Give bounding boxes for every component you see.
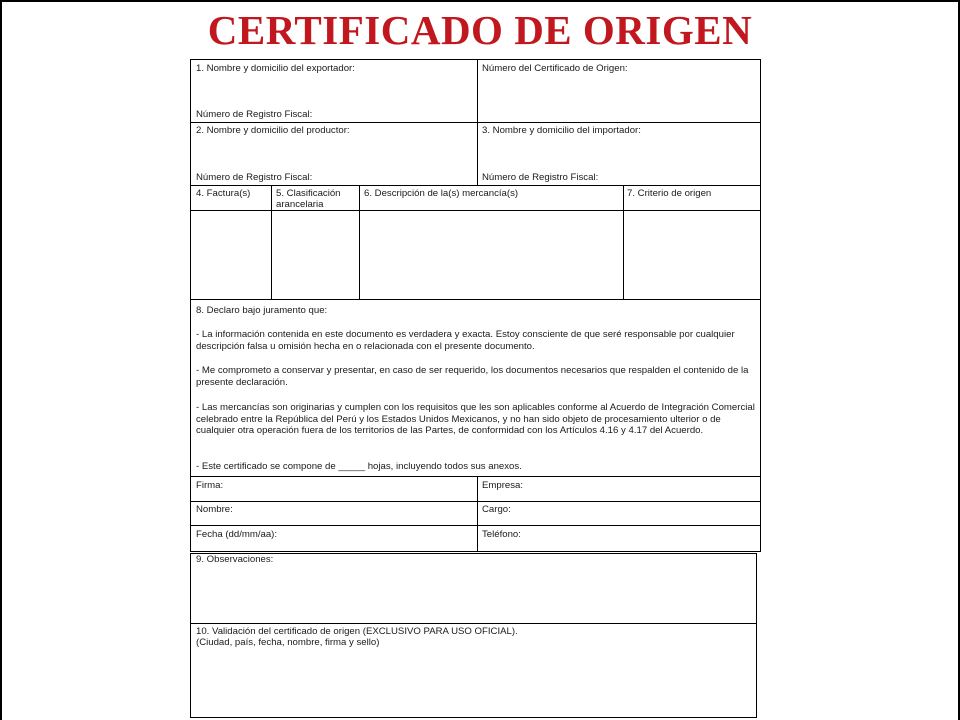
declaration-paragraph-4: - Este certificado se compone de _____ hojas, incluyendo todos sus anexos. xyxy=(196,461,522,472)
validation-label: 10. Validación del certificado de origen (EXCLUSIVO PARA USO OFICIAL). xyxy=(196,626,518,637)
declaration-paragraph-1: - La información contenida en este documento es verdadera y exacta. Estoy consciente de que seré responsable por cualquier descripción falsa u omisión hecha en o relacionada con el presente documento. xyxy=(196,329,735,352)
importer-label: 3. Nombre y domicilio del importador: xyxy=(482,125,641,136)
tariff-classification-header-line2: arancelaria xyxy=(276,199,324,210)
observations-label: 9. Observaciones: xyxy=(196,554,274,565)
declaration-heading: 8. Declaro bajo juramento que: xyxy=(196,305,328,316)
company-label: Empresa: xyxy=(482,480,524,491)
row-divider xyxy=(191,476,760,477)
goods-description-header: 6. Descripción de la(s) mercancía(s) xyxy=(364,188,519,199)
frame-left-border xyxy=(0,0,2,720)
tariff-classification-header: 5. Clasificación xyxy=(276,188,341,199)
producer-label: 2. Nombre y domicilio del productor: xyxy=(196,125,350,136)
col-divider xyxy=(359,186,360,300)
certificate-form-continuation xyxy=(190,553,757,718)
col-divider xyxy=(477,477,478,552)
exporter-tax-id-label: Número de Registro Fiscal: xyxy=(196,109,313,120)
row-divider xyxy=(191,299,760,300)
frame-top-border xyxy=(0,0,960,2)
declaration-paragraph-3: - Las mercancías son originarias y cumplen con los requisitos que les son aplicables conforme al Acuerdo de Integración Comercial celebrado entre la República del Perú y los Estados Unidos Mexicanos, y no han sido objeto de procesamiento ulterior o de cualquier otra operación fuera de los territorios de las Partes, de conformidad con los Artículos 4.16 y 4.17 del Acuerdo. xyxy=(196,402,755,437)
row-divider xyxy=(191,623,756,624)
row-divider xyxy=(191,501,760,502)
col-divider xyxy=(623,186,624,300)
position-label: Cargo: xyxy=(482,504,511,515)
row-divider xyxy=(191,525,760,526)
signature-label: Firma: xyxy=(196,480,224,491)
origin-criterion-header: 7. Criterio de origen xyxy=(627,188,712,199)
declaration-paragraph-2: - Me comprometo a conservar y presentar, en caso de ser requerido, los documentos necesarios que respalden el contenido de la presente declaración. xyxy=(196,365,749,388)
importer-tax-id-label: Número de Registro Fiscal: xyxy=(482,172,599,183)
row-divider xyxy=(191,185,760,186)
certificate-number-label: Número del Certificado de Origen: xyxy=(482,63,628,74)
certificate-form xyxy=(190,59,761,552)
date-label: Fecha (dd/mm/aa): xyxy=(196,529,278,540)
phone-label: Teléfono: xyxy=(482,529,521,540)
col-divider xyxy=(271,186,272,300)
page-title: CERTIFICADO DE ORIGEN xyxy=(207,7,753,53)
exporter-label: 1. Nombre y domicilio del exportador: xyxy=(196,63,355,74)
producer-tax-id-label: Número de Registro Fiscal: xyxy=(196,172,313,183)
validation-sublabel: (Ciudad, país, fecha, nombre, firma y sello) xyxy=(196,637,380,648)
invoice-header: 4. Factura(s) xyxy=(196,188,251,199)
row-divider xyxy=(191,122,760,123)
name-label: Nombre: xyxy=(196,504,233,515)
col-divider xyxy=(477,60,478,186)
